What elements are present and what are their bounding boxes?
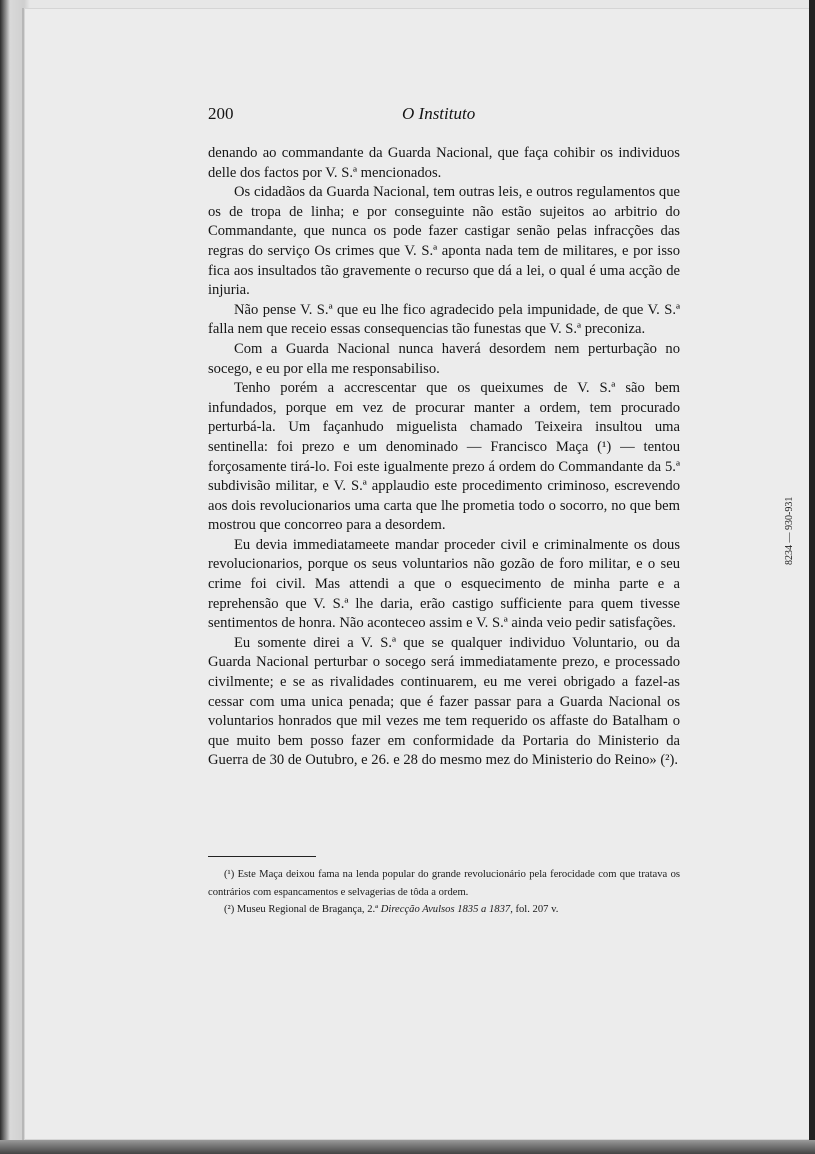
footnote-1: (¹) Este Maça deixou fama na lenda popular do grande revolucionário pela ferocidade com que tratava os contrários com espancamentos e selvagerias de tôda a ordem.: [208, 869, 680, 898]
footnotes: [208, 866, 680, 919]
paragraph: Não pense V. S.ª que eu lhe fico agradecido pela impunidade, de que V. S.ª falla nem que receio essas consequencias tão funestas que V. S.ª preconiza.: [208, 301, 680, 338]
running-title: O Instituto: [402, 104, 476, 123]
body-text: [208, 144, 680, 771]
scan-bottom-edge: [0, 1140, 815, 1154]
paragraph: Os cidadãos da Guarda Nacional, tem outras leis, e outros regulamentos que os de tropa de linha; e por conseguinte não estão sujeitos ao arbitrio do Commandante, que nunca os pode fazer castigar senão pelas infracções das regras do serviço Os crimes que V. S.ª aponta nada tem de militares, e por isso fica aos insultados tão gravemente o recurso que dá a lei, o qual é uma acção de injuria.: [208, 184, 680, 299]
footnote-rule: [208, 856, 316, 857]
footnote-2-series: Direcção Avulsos 1835 a 1837: [380, 904, 511, 916]
scan-edge-shadow: [809, 0, 815, 1154]
page-number: 200: [208, 104, 234, 123]
paragraph: Eu somente direi a V. S.ª que se qualquer individuo Voluntario, ou da Guarda Nacional perturbar o socego será immediatamente prezo, e processado civilmente; e se as rivalidades continuarem, eu me verei obrigado a fazel-as cessar com uma unica penada; que é fazer passar para a Guarda Nacional os voluntarios honrados que mil vezes me tem requerido os affaste do Batalham o que muito bem posso fazer em conformidade da Portaria do Ministerio da Guerra de 30 de Outubro, e 26. e 28 do mesmo mez do Ministerio do Reino» (²).: [208, 634, 680, 769]
paragraph: Tenho porém a accrescentar que os queixumes de V. S.ª são bem infundados, porque em vez de procurar manter a ordem, tem procurado perturbá-la. Um façanhudo miguelista chamado Teixeira insultou uma sentinella: foi prezo e um denominado — Francisco Maça (¹) — tentou forçosamente tirá-lo. Foi este igualmente prezo á ordem do Commandante da 5.ª subdivisão militar, e V. S.ª applaudio este procedimento criminoso, escrevendo aos dois revolucionarios uma carta que lhe prometia todo o socorro, no que bem mostrou que concorreo para a desordem.: [208, 380, 680, 534]
paragraph: Com a Guarda Nacional nunca haverá desordem nem perturbação no socego, e eu por ella me responsabiliso.: [208, 340, 680, 377]
page-header: [208, 104, 688, 130]
footnote-2: [208, 901, 680, 919]
margin-catalog-mark: 8234 — 930-931: [784, 496, 795, 565]
footnote-2-suffix: , fol. 207 v.: [510, 904, 559, 916]
paragraph: Eu devia immediatameete mandar proceder civil e criminalmente os dous revolucionarios, porque os seus voluntarios não gozão de foro militar, e o seu crime foi civil. Mas attendi a que o esquecimento de minha parte e a reprehensão que V. S.ª lhe daria, erão castigo sufficiente para quem tivesse sentimentos de honra. Não aconteceo assim e V. S.ª ainda veio pedir satisfações.: [208, 536, 680, 632]
paragraph: denando ao commandante da Guarda Nacional, que faça cohibir os individuos delle dos factos por V. S.ª mencionados.: [208, 145, 680, 181]
footnote-2-prefix: (²) Museu Regional de Bragança, 2.ª: [224, 904, 381, 916]
